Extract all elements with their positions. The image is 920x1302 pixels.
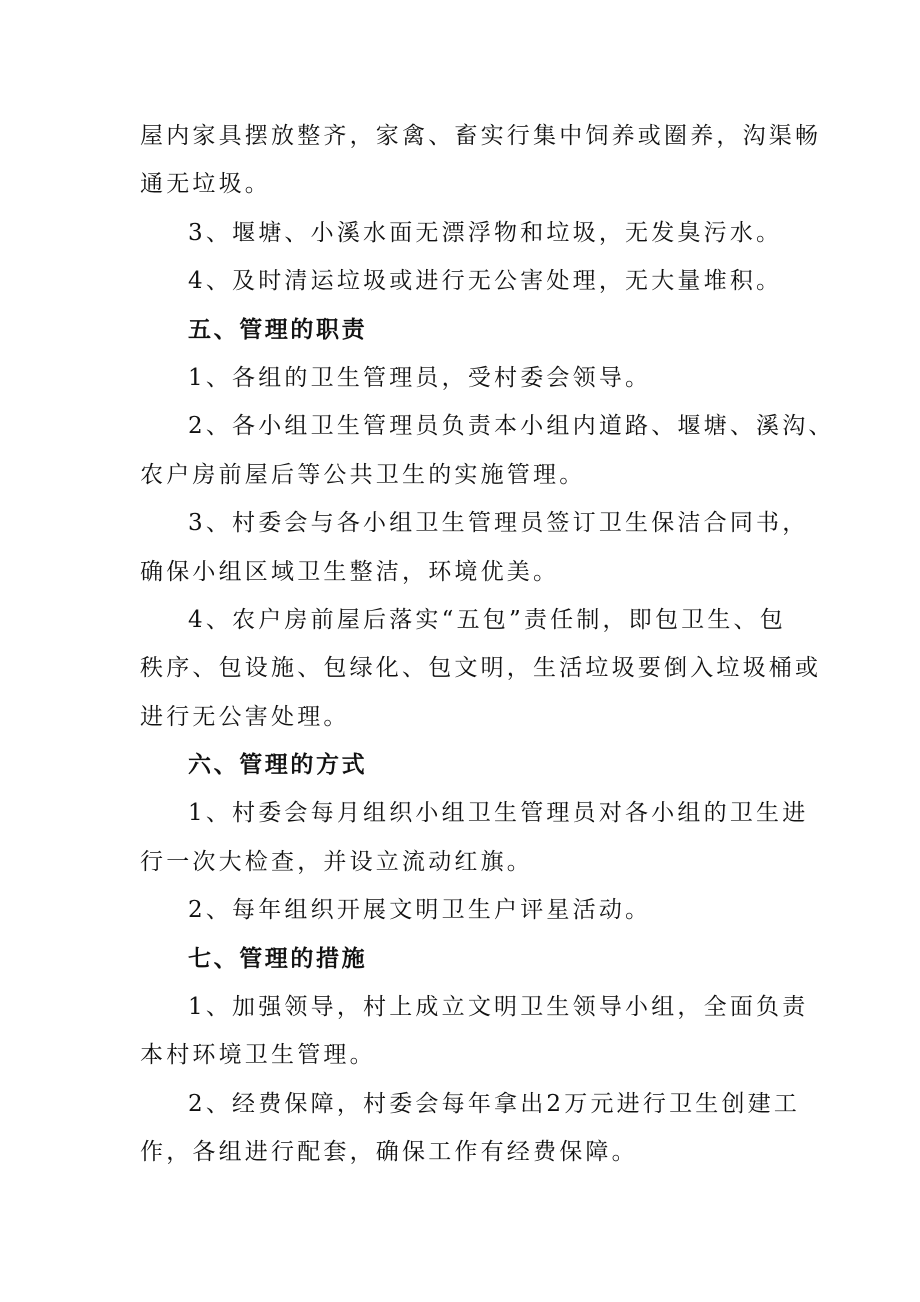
section-heading-methods: 六、管理的方式 [188, 752, 368, 779]
section-heading-measures: 七、管理的措施 [188, 945, 368, 972]
paragraph-line: 通无垃圾。 [140, 171, 271, 198]
list-item-3: 3、堰塘、小溪水面无漂浮物和垃圾，无发臭污水。 [188, 219, 783, 246]
list-item-4: 4、及时清运垃圾或进行无公害处理，无大量堆积。 [188, 268, 783, 295]
paragraph-line: 本村环境卫生管理。 [140, 1042, 376, 1069]
list-item-3: 3、村委会与各小组卫生管理员签订卫生保洁合同书， [188, 510, 809, 537]
paragraph-line: 屋内家具摆放整齐，家禽、畜实行集中饲养或圈养，沟渠畅 [140, 123, 822, 149]
list-item-4: 4、农户房前屋后落实“五包”责任制，即包卫生、包 [188, 606, 786, 633]
paragraph-line: 确保小组区域卫生整洁，环境优美。 [140, 558, 560, 585]
list-item-2: 2、各小组卫生管理员负责本小组内道路、堰塘、溪沟、 [188, 413, 835, 440]
paragraph-line: 进行无公害处理。 [140, 703, 350, 730]
list-item-2: 2、经费保障，村委会每年拿出2万元进行卫生创建工 [188, 1090, 801, 1117]
list-item-1: 1、加强领导，村上成立文明卫生领导小组，全面负责 [188, 994, 809, 1021]
paragraph-line: 秩序、包设施、包绿化、包文明，生活垃圾要倒入垃圾桶或 [140, 655, 822, 682]
section-heading-duties: 五、管理的职责 [188, 316, 368, 343]
paragraph-line: 行一次大检查，并设立流动红旗。 [140, 848, 533, 875]
list-item-2: 2、每年组织开展文明卫生户评星活动。 [188, 897, 652, 924]
document-body [140, 112, 835, 1177]
list-item-1: 1、村委会每月组织小组卫生管理员对各小组的卫生进 [188, 800, 809, 827]
paragraph-line: 农户房前屋后等公共卫生的实施管理。 [140, 461, 586, 488]
paragraph-line: 作，各组进行配套，确保工作有经费保障。 [140, 1139, 638, 1166]
list-item-1: 1、各组的卫生管理员，受村委会领导。 [188, 364, 652, 391]
